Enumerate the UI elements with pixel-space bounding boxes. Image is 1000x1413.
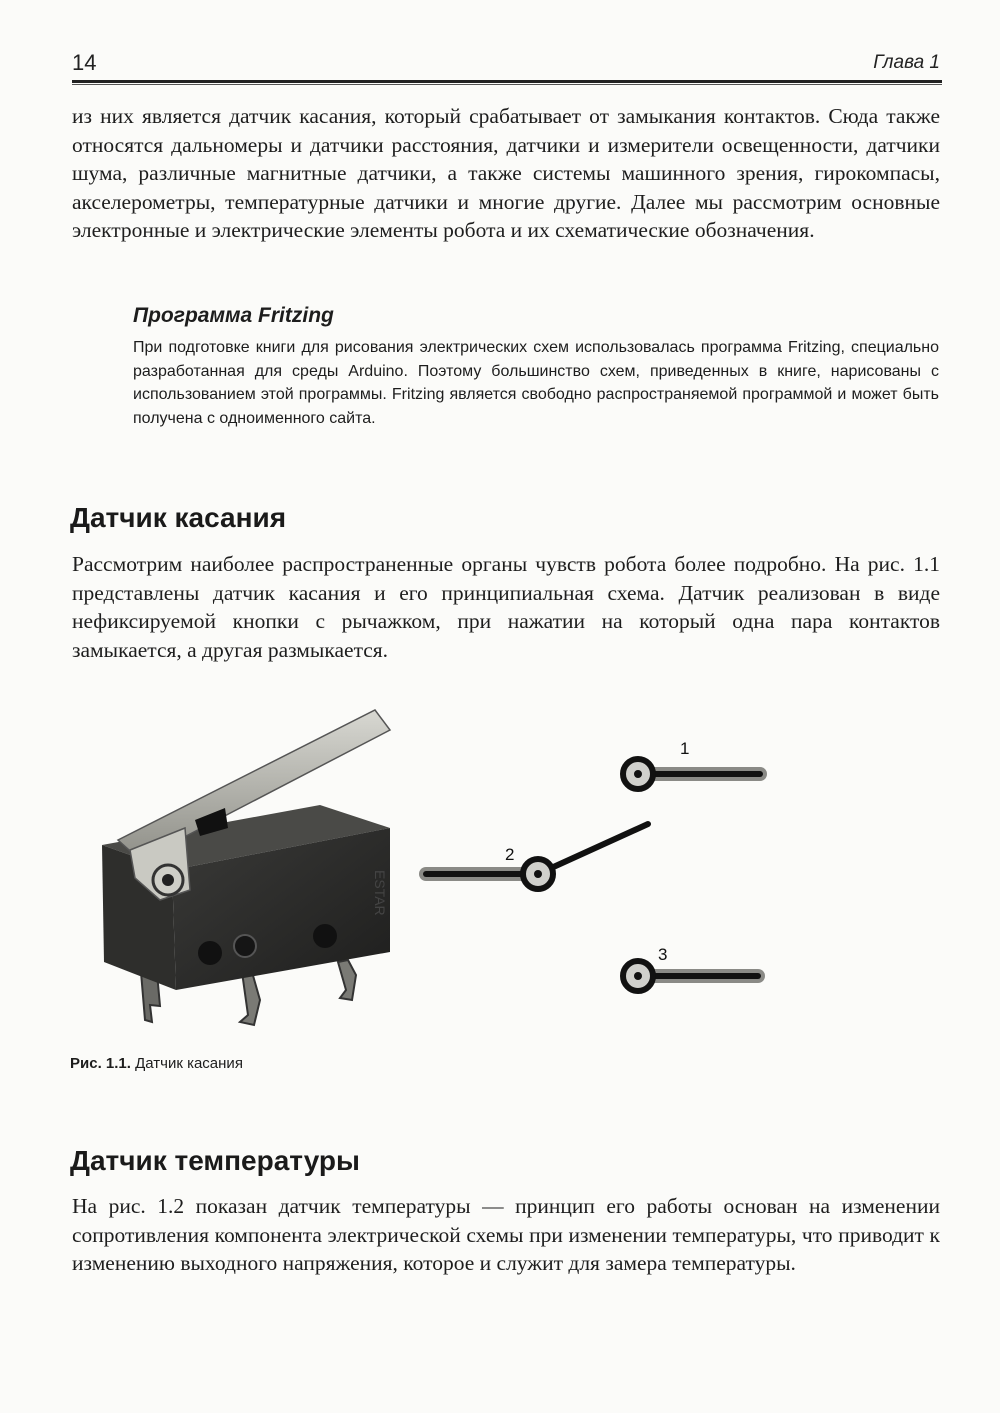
pin-label-2: 2 xyxy=(505,845,515,864)
switch-schematic xyxy=(426,739,760,991)
pin-label-3: 3 xyxy=(658,945,668,964)
header-divider xyxy=(72,84,942,85)
figure-touch-sensor xyxy=(90,700,790,1045)
temperature-sensor-paragraph: На рис. 1.2 показан датчик температуры — принцип его работы основан на изменении сопротивления компонента электрической схемы при изменении температуры, что приводит к изменению выходного напряжения, которое и служит для замера температуры. xyxy=(72,1194,940,1276)
page-header xyxy=(72,50,942,83)
intro-paragraph: из них является датчик касания, который срабатывает от замыкания контактов. Сюда также относятся дальномеры и датчики расстояния, датчики и измерители освещенности, датчики шума, различные магнитные датчики, а также системы машинного зрения, гирокомпасы, акселерометры, температурные датчики и многие другие. Далее мы рассмотрим основные электронные и электрические элементы робота и их схематические обозначения. xyxy=(72,104,940,243)
page-number: 14 xyxy=(72,50,97,75)
caption-text: Датчик касания xyxy=(135,1055,243,1072)
fritzing-note xyxy=(133,304,939,430)
section-heading-touch-sensor: Датчик касания xyxy=(70,502,287,533)
note-text: При подготовке книги для рисования электрических схем использовалась программа Fritzing, специально разработанная для среды Arduino. Поэтому большинство схем, приведенных в книге, нарисованы с использованием этой программы. Fritzing является свободно распространяемой программой и может быть получена с одноименного сайта. xyxy=(133,339,939,427)
touch-sensor-paragraph: Рассмотрим наиболее распространенные органы чувств робота более подробно. На рис. 1.1 представлены датчик касания и его принципиальная схема. Датчик реализован в виде нефиксируемой кнопки с рычажком, при нажатии на который одна пара контактов замыкается, а другая размыкается. xyxy=(72,552,940,662)
chapter-label: Глава 1 xyxy=(873,52,940,73)
section-heading-temperature-sensor: Датчик температуры xyxy=(70,1145,360,1176)
pin-label-1: 1 xyxy=(680,739,690,758)
svg-text:ESTAR: ESTAR xyxy=(372,870,388,916)
caption-label: Рис. 1.1. xyxy=(70,1055,131,1072)
microswitch-photo xyxy=(102,710,390,1025)
figure-caption xyxy=(70,1055,243,1072)
note-title: Программа Fritzing xyxy=(133,304,334,327)
